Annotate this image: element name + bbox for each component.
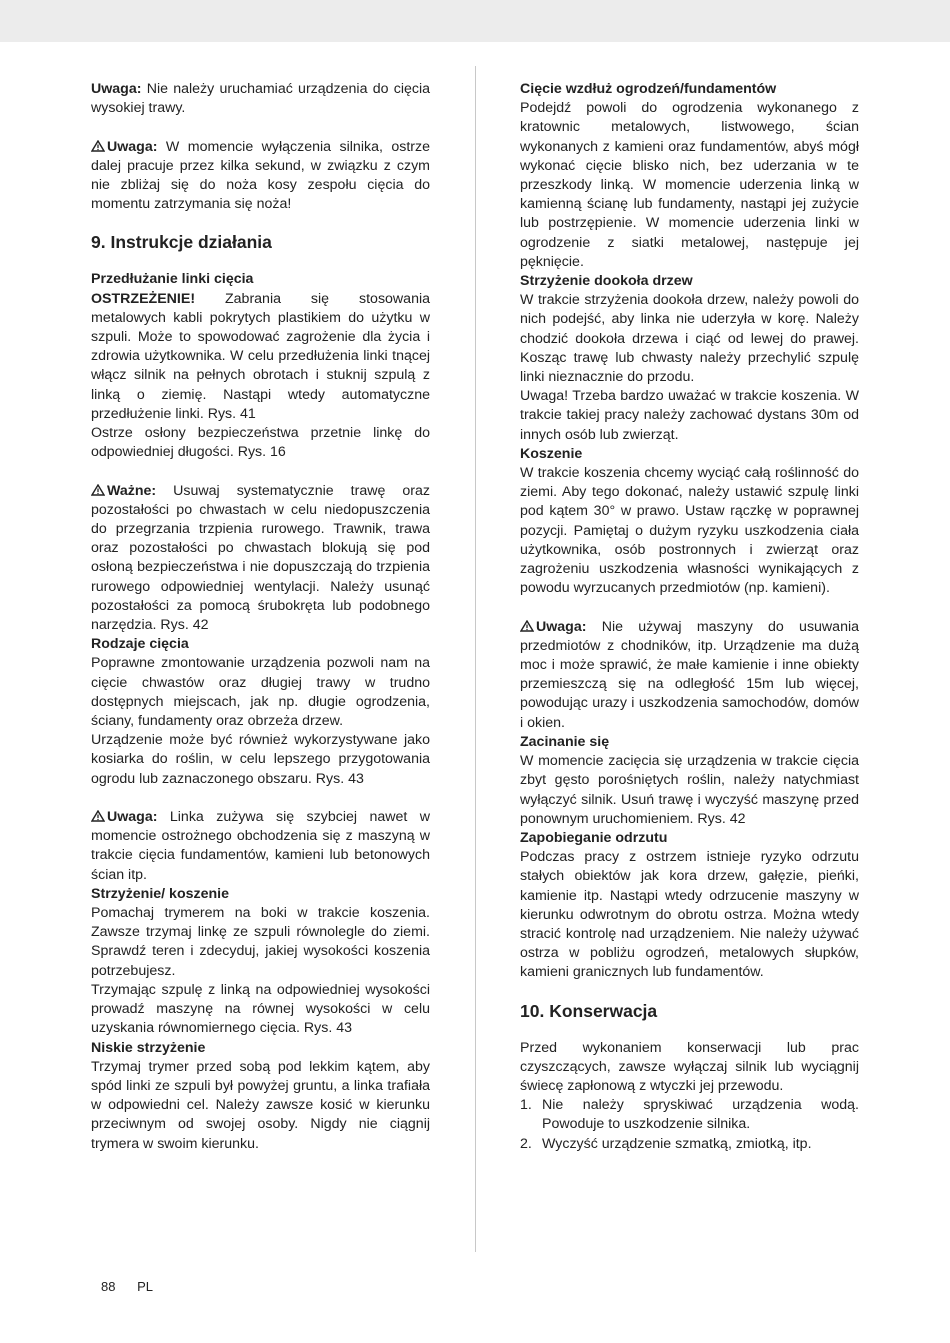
list-item: 1. Nie należy spryskiwać urządzenia wodą. Powoduje to uszkodzenie silnika. [520,1097,859,1133]
note-tall-grass: Uwaga: Nie należy uruchamiać urządzenia do cięcia wysokiej trawy. [91,81,430,117]
tree-trimming-text-2: Uwaga! Trzeba bardzo uważać w trakcie koszenia. W trakcie takiej pracy należy zachować dystans 30m od innych osób lub zwierząt. [520,388,859,443]
section-heading-10: 10. Konserwacja [520,1000,658,1021]
warning-line-wear: Uwaga: Linka zużywa się szybciej nawet w momencie ostrożnego obchodzenia się z maszyną w trakcie cięcia fundamentów, kamieni lub betonowych ścian itp. [91,809,430,883]
low-trimming-text: Trzymaj trymer przed sobą pod lekkim kątem, aby spód linki ze szpuli był powyżej gruntu, a linka trafiała w odpowiedni cel. Należy zawsze kosić w kierunku przeciwnym od swojej osoby. Nigdy nie ciągnij trymera w swoim kierunku. [91,1058,430,1152]
column-divider [475,66,476,1252]
warning-objects: Uwaga: Nie używaj maszyny do usuwania przedmiotów z chodników, itp. Urządzenie ma dużą moc i może sprawić, że małe kamienie i inne obiekty przemieszczą się na odległość 15m lub więcej, powodując urazy i uszkodzenia samochodów, domów i okien. [520,618,859,731]
kickback-text: Podczas pracy z ostrzem istnieje ryzyko odrzutu stałych obiektów jak kora drzew, gałęzie, pieńki, kamienie itp. Nastąpi wtedy odrzucenie maszyny w kierunku odwrotnym do obrotu ostrza. Można wtedy stracić kontrolę nad urządzeniem. Nie należy używać ostrza w pobliżu ogrodzeń, metalowych słupków, kamieni granicznych lub fundamentów. [520,849,859,981]
subheading-cut-types: Rodzaje cięcia [91,636,189,653]
subheading-jamming: Zacinanie się [520,733,610,750]
trimming-text-2: Trzymając szpulę z linką na odpowiedniej wysokości prowadź maszynę na równej wysokości w celu uzyskania równomiernego cięcia. Rys. 43 [91,981,430,1037]
warning-icon [91,140,105,152]
cut-types-text: Poprawne zmontowanie urządzenia pozwoli nam na cięcie chwastów oraz długiej trawy w trudno dostępnych miejscach, jak np. długie ogrodzenia, ściany, fundamenty oraz obrzeża drzew. [91,655,430,730]
important-note: Ważne: Usuwaj systematycznie trawę oraz pozostałości po chwastach w celu niedopuszczenia do przegrzania trzpienia rurowego. Trawnik, trawa oraz pozostałości po chwastach blokują się pod osłoną bezpieczeństwa i nie dopuszczają do trzpienia rurowego odpowiedniej wentylacji. Należy usunąć pozostałości za pomocą śrubokręta lub podobnego narzędzia. Rys. 42 [91,482,430,634]
subheading-trimming: Strzyżenie/ koszenie [91,885,229,902]
top-bar [0,0,950,42]
jamming-text: W momencie zacięcia się urządzenia w trakcie cięcia zbyt gęsto porośniętych roślin, należy natychmiast wyłączyć silnik. Usuń trawę i wyczyść maszynę przed ponownym uruchomieniem. Rys. 42 [520,753,859,827]
subheading-low-trimming: Niskie strzyżenie [91,1039,206,1056]
fence-cutting-text: Podejdź powoli do ogrodzenia wykonanego z kratownic metalowych, listwowego, ścian wykonanych z kamieni oraz fundamentów, abyś mógł wykonać cięcie blisko nich, bez uderzania w te przeszkody linką. W momencie uderzenia linką w kamienną ścianę lub fundamenty, nastąpi jej zużycie lub postrzępienie. W momencie uderzenia linki w ogrodzenie z siatki metalowej, następuje jej pęknięcie. [520,100,859,270]
warning-icon [91,484,105,496]
warning-icon [91,810,105,822]
mowing-text: W trakcie koszenia chcemy wyciąć całą roślinność do ziemi. Aby tego dokonać, należy ustawić szpulę linki pod kątem 30° w prawo. Ustaw rączkę w poprawnej pozycji. Pamiętaj o dużym ryzyku uszkodzenia ciała użytkownika, osób postronnych i zwierząt oraz zagrożeniu uszkodzenia własności wynikających z powodu wyrzucanych przedmiotów (np. kamieni). [520,465,859,597]
cut-types-text-2: Urządzenie może być również wykorzystywane jako kosiarka do roślin, w celu lepszego przygotowania ogrodu lub zaznaczonego obszaru. Rys. 43 [91,732,430,787]
subheading-mowing: Koszenie [520,445,583,462]
subheading-tree-trimming: Strzyżenie dookoła drzew [520,273,693,290]
warning-icon [520,620,534,632]
subheading-fence-cutting: Cięcie wzdłuż ogrodzeń/fundamentów [520,81,777,97]
tree-trimming-text: W trakcie strzyżenia dookoła drzew, należy powoli do nich podejść, aby linka nie uderzyła w korę. Należy chodzić dookoła drzewa i ciąć od lewej do prawej. Kosząc trawę lub chwasty należy przechylić szpulę linki nieznacznie do przodu. [520,292,859,386]
left-column [91,80,430,1154]
trimming-text: Pomachaj trymerem na boki w trakcie koszenia. Zawsze trzymaj linkę ze szpuli równolegle do ziemi. Sprawdź teren i zdecyduj, jakiej wysokości koszenia potrzebujesz. [91,905,430,979]
line-extension-text-2: Ostrze osłony bezpieczeństwa przetnie linkę do odpowiedniej długości. Rys. 16 [91,425,430,461]
page-footer [101,1279,171,1294]
warning-blade-stop: Uwaga: W momencie wyłączenia silnika, ostrze dalej pracuje przez kilka sekund, w związku z czym nie zbliżaj się do noża kosy zespołu cięcia do momentu zatrzymania się noża! [91,138,430,213]
maintenance-intro: Przed wykonaniem konserwacji lub prac czyszczących, zawsze wyłączaj silnik lub wyciągnij świecę zapłonową z wtyczki jej przewodu. [520,1039,859,1094]
list-item: 2. Wyczyść urządzenie szmatką, zmiotką, itp. [520,1135,812,1152]
line-extension-text: OSTRZEŻENIE! Zabrania się stosowania metalowych kabli pokrytych plastikiem do użytku w szpuli. Może to spowodować zagrożenie dla życia i zdrowia użytkownika. W celu przedłużenia linki tnącej włącz silnik na pełnych obrotach i stuknij szpulą z linką o ziemię. Nastąpi wtedy automatyczne przedłużenie linki. Rys. 41 [91,290,430,422]
page-number: 88 [101,1279,116,1294]
language-code: PL [137,1279,153,1294]
subheading-kickback: Zapobieganie odrzutu [520,829,668,846]
maintenance-list [520,1096,859,1154]
subheading-line-extension: Przedłużanie linki cięcia [91,271,254,288]
right-column [520,80,859,1154]
section-heading-9: 9. Instrukcje działania [91,232,272,253]
